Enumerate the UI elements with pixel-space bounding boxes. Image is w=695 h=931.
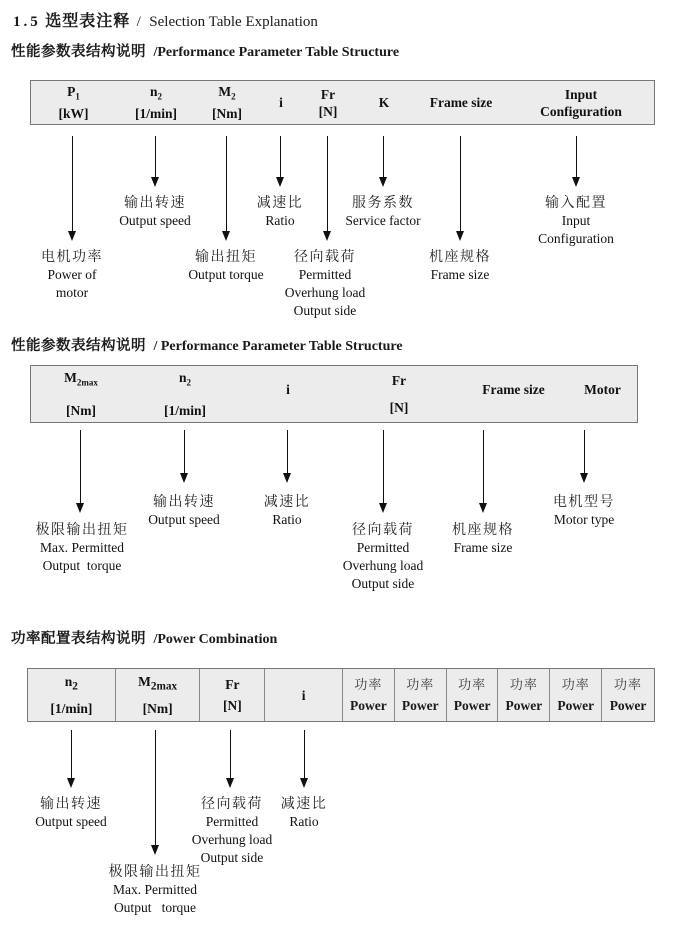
page-title-zh: 选型表注释	[45, 13, 131, 30]
arrow-input-config	[572, 136, 580, 187]
col-i: i	[265, 669, 343, 721]
power-combination-table-header	[27, 668, 655, 722]
performance-table-1-header	[30, 80, 655, 125]
label-output-speed: 输出转速 Output speed	[148, 493, 220, 527]
page-title-en: Selection Table Explanation	[149, 14, 318, 30]
section1-heading	[11, 40, 399, 61]
col-power-3: 功率 Power	[447, 669, 499, 721]
arrow-i	[276, 136, 284, 187]
label-ratio: 减速比 Ratio	[280, 795, 328, 829]
col-motor: Motor	[584, 381, 621, 397]
arrow-frame-size	[479, 430, 487, 513]
section3-heading	[11, 627, 277, 648]
arrow-fr	[379, 430, 387, 513]
col-p1: $P_1$ [kW]	[58, 83, 89, 122]
label-overhung-load: 径向载荷 Permitted Overhung load Output side	[191, 795, 273, 865]
section2-heading-en: / Performance Parameter Table Structure	[153, 339, 403, 354]
performance-table-2-header	[30, 365, 638, 423]
arrow-p1	[68, 136, 76, 241]
col-input-configuration: Input Configuration	[540, 86, 622, 119]
col-m2: $M_2$ [Nm]	[212, 83, 242, 122]
page-title	[13, 8, 318, 31]
arrow-fr	[226, 730, 234, 788]
arrow-m2max	[151, 730, 159, 855]
col-i: i	[279, 95, 283, 110]
col-power-2: 功率 Power	[395, 669, 447, 721]
col-m2max: $M_{2max}$ [Nm]	[116, 669, 201, 721]
col-frame-size: Frame size	[482, 381, 545, 397]
arrow-m2	[222, 136, 230, 241]
col-fr: Fr [N]	[200, 669, 265, 721]
label-frame-size: 机座规格 Frame size	[452, 521, 514, 555]
title-separator: /	[136, 14, 141, 30]
col-power-1: 功率 Power	[343, 669, 395, 721]
label-motor-type: 电机型号 Motor type	[553, 493, 615, 527]
col-n2: $n_2$ [1/min]	[164, 370, 206, 418]
section3-heading-zh: 功率配置表结构说明	[11, 631, 146, 647]
arrow-frame-size	[456, 136, 464, 241]
label-service-factor: 服务系数 Service factor	[345, 194, 421, 228]
col-fr: Fr [N]	[318, 86, 338, 119]
label-input-configuration: 输入配置 Input Configuration	[538, 194, 614, 246]
arrow-k	[379, 136, 387, 187]
section3-heading-en: /Power Combination	[153, 632, 278, 647]
label-max-output-torque: 极限输出扭矩 Max. Permitted Output torque	[108, 863, 202, 915]
label-output-torque: 输出扭矩 Output torque	[188, 248, 264, 282]
label-output-speed: 输出转速 Output speed	[35, 795, 107, 829]
label-overhung-load: 径向载荷 Permitted Overhung load Output side	[284, 248, 366, 318]
col-n2: $n_2$ [1/min]	[135, 83, 177, 122]
section2-heading-zh: 性能参数表结构说明	[11, 338, 146, 354]
section-number: 1.5	[13, 14, 41, 30]
col-i: i	[286, 381, 290, 397]
label-ratio: 减速比 Ratio	[256, 194, 304, 228]
label-overhung-load: 径向载荷 Permitted Overhung load Output side	[342, 521, 424, 591]
arrow-n2	[67, 730, 75, 788]
section1-heading-en: /Performance Parameter Table Structure	[153, 45, 400, 60]
col-k: K	[378, 95, 390, 110]
arrow-motor	[580, 430, 588, 483]
label-max-output-torque: 极限输出扭矩 Max. Permitted Output torque	[35, 521, 129, 573]
arrow-n2	[151, 136, 159, 187]
col-frame-size: Frame size	[429, 95, 493, 110]
col-power-6: 功率 Power	[609, 677, 647, 713]
label-power-of-motor: 电机功率 Power of motor	[41, 248, 103, 300]
arrow-n2	[180, 430, 188, 483]
col-m2max: $M_{2max}$ [Nm]	[64, 370, 98, 418]
section2-heading	[11, 334, 403, 355]
arrow-i	[283, 430, 291, 483]
section1-heading-zh: 性能参数表结构说明	[11, 44, 146, 60]
arrow-i	[300, 730, 308, 788]
col-power-5: 功率 Power	[550, 669, 602, 721]
arrow-fr	[323, 136, 331, 241]
label-output-speed: 输出转速 Output speed	[119, 194, 191, 228]
col-fr: Fr [N]	[389, 373, 409, 415]
label-ratio: 减速比 Ratio	[263, 493, 311, 527]
arrow-m2max	[76, 430, 84, 513]
label-frame-size: 机座规格 Frame size	[429, 248, 491, 282]
col-n2: $n_2$ [1/min]	[28, 669, 116, 721]
col-power-4: 功率 Power	[498, 669, 550, 721]
